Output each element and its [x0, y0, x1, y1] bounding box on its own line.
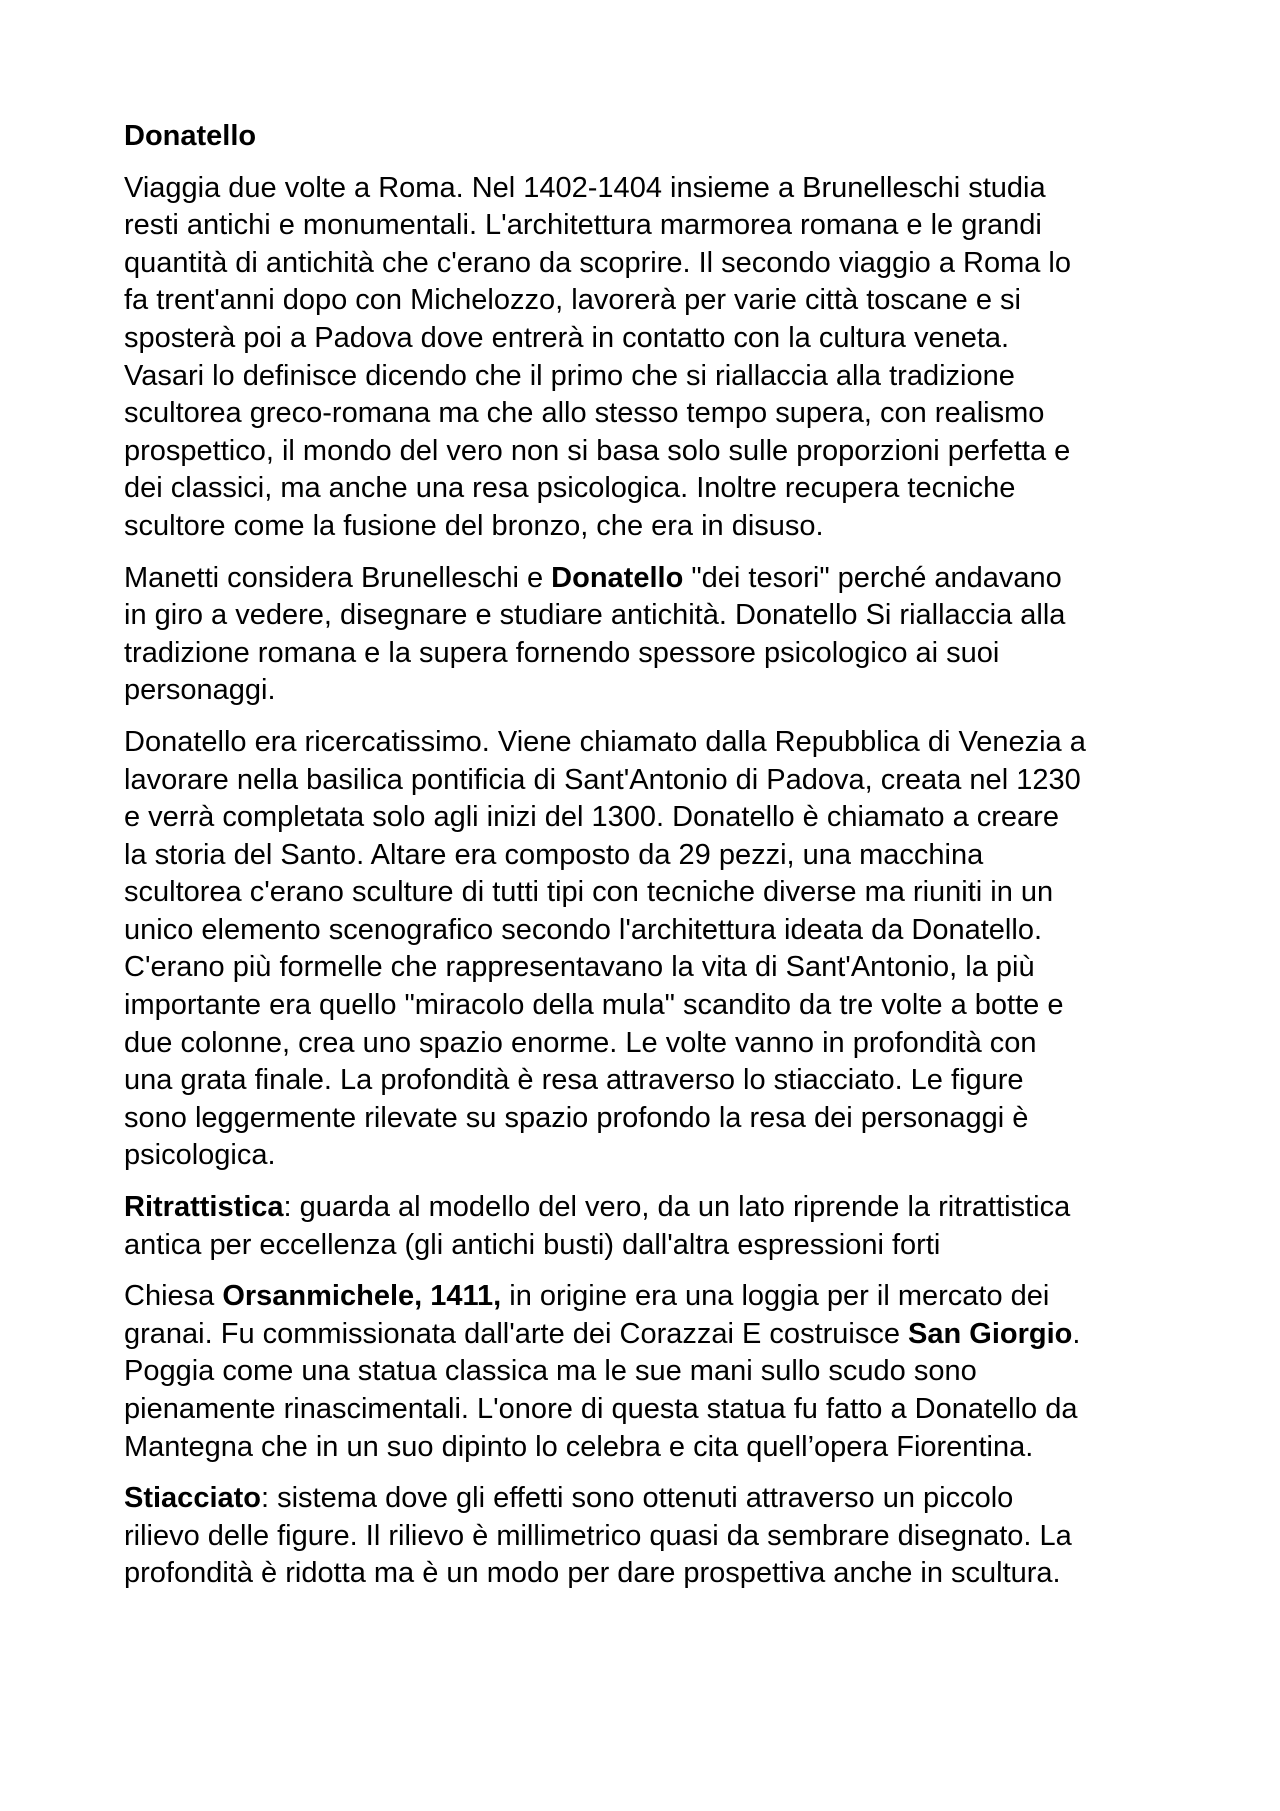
text-line — [124, 837, 1184, 875]
text-run: profondità è ridotta ma è un modo per dare prospettiva anche in scultura. — [124, 1557, 1061, 1590]
text-line — [124, 1278, 1184, 1316]
text-run: sposterà poi a Padova dove entrerà in contatto con la cultura veneta. — [124, 321, 1010, 354]
bold-text: Stiacciato — [124, 1482, 261, 1515]
text-run: Poggia come una statua classica ma le sue mani sullo scudo sono — [124, 1355, 977, 1388]
text-run: Vasari lo definisce dicendo che il primo che si riallaccia alla tradizione — [124, 359, 1015, 392]
text-run: . — [1072, 1317, 1081, 1350]
text-run: antica per eccellenza (gli antichi busti) dall'altra espressioni forti — [124, 1228, 941, 1261]
text-run: la storia del Santo. Altare era composto da 29 pezzi, una macchina — [124, 838, 984, 871]
text-run: una grata finale. La profondità è resa attraverso lo stiacciato. Le figure — [124, 1064, 1024, 1097]
text-run: e verrà completata solo agli inizi del 1300. Donatello è chiamato a creare — [124, 801, 1059, 834]
document-title: Donatello — [124, 120, 257, 152]
text-line — [124, 320, 1184, 358]
text-line — [124, 635, 1184, 673]
text-line — [124, 1429, 1184, 1467]
text-line — [124, 433, 1184, 471]
text-line — [124, 245, 1184, 283]
text-run: "dei tesori" perché andavano — [683, 561, 1062, 594]
text-run: importante era quello "miracolo della mula" scandito da tre volte a botte e — [124, 989, 1064, 1022]
text-run: unico elemento scenografico secondo l'architettura ideata da Donatello. — [124, 913, 1043, 946]
text-line — [124, 1189, 1184, 1227]
text-line — [124, 1555, 1184, 1593]
text-run: dei classici, ma anche una resa psicologica. Inoltre recupera tecniche — [124, 472, 1016, 505]
text-run: Manetti considera Brunelleschi e — [124, 561, 552, 594]
text-run: in origine era una loggia per il mercato dei — [501, 1280, 1050, 1313]
text-run: : guarda al modello del vero, da un lato riprende la ritrattistica — [283, 1191, 1071, 1224]
text-run: resti antichi e monumentali. L'architettura marmorea romana e le grandi — [124, 209, 1042, 242]
bold-text: San Giorgio — [908, 1317, 1073, 1350]
text-run: Donatello era ricercatissimo. Viene chiamato dalla Repubblica di Venezia a — [124, 725, 1086, 758]
text-line — [124, 1518, 1184, 1556]
text-line — [124, 1137, 1184, 1175]
text-line — [124, 1025, 1184, 1063]
text-run: prospettico, il mondo del vero non si basa solo sulle proporzioni perfetta e — [124, 434, 1071, 467]
text-line — [124, 1480, 1184, 1518]
document-page — [124, 118, 1184, 1607]
text-line — [124, 1316, 1184, 1354]
text-run: pienamente rinascimentali. L'onore di questa statua fu fatto a Donatello da — [124, 1393, 1078, 1425]
text-run: granai. Fu commissionata dall'arte dei Corazzai E costruisce — [124, 1317, 909, 1350]
text-line — [124, 207, 1184, 245]
text-line — [124, 508, 1184, 546]
text-run: scultore come la fusione del bronzo, che era in disuso. — [124, 509, 824, 542]
text-line — [124, 470, 1184, 508]
text-run: scultorea greco-romana ma che allo stesso tempo supera, con realismo — [124, 397, 1045, 430]
text-run: due colonne, crea uno spazio enorme. Le volte vanno in profondità con — [124, 1026, 1037, 1059]
text-line — [124, 912, 1184, 950]
text-line — [124, 358, 1184, 396]
text-run: fa trent'anni dopo con Michelozzo, lavorerà per varie città toscane e si — [124, 284, 1021, 317]
text-run: quantità di antichità che c'erano da scoprire. Il secondo viaggio a Roma lo — [124, 246, 1071, 279]
text-run: tradizione romana e la supera fornendo spessore psicologico ai suoi — [124, 636, 1000, 669]
paragraph — [124, 1189, 1184, 1264]
text-line — [124, 170, 1184, 208]
text-line — [124, 560, 1184, 598]
text-line — [124, 282, 1184, 320]
text-line — [124, 1353, 1184, 1391]
paragraph — [124, 170, 1184, 546]
text-run: Mantegna che in un suo dipinto lo celebra e cita quell’opera Fiorentina. — [124, 1430, 1034, 1463]
paragraph — [124, 1278, 1184, 1466]
document-body — [124, 170, 1184, 1593]
text-line — [124, 949, 1184, 987]
text-line — [124, 1062, 1184, 1100]
text-line — [124, 874, 1184, 912]
text-line — [124, 724, 1184, 762]
text-run: psicologica. — [124, 1139, 276, 1172]
text-run: in giro a vedere, disegnare e studiare antichità. Donatello Si riallaccia alla — [124, 599, 1066, 632]
text-run: : sistema dove gli effetti sono ottenuti attraverso un piccolo — [261, 1482, 1014, 1515]
text-run: Chiesa — [124, 1280, 223, 1313]
text-line — [124, 987, 1184, 1025]
text-run: lavorare nella basilica pontificia di Sant'Antonio di Padova, creata nel 1230 — [124, 763, 1081, 796]
text-run: sono leggermente rilevate su spazio profondo la resa dei personaggi è — [124, 1101, 1029, 1134]
paragraph — [124, 560, 1184, 710]
bold-text: Orsanmichele, 1411, — [222, 1280, 502, 1313]
bold-text: Donatello — [551, 561, 684, 594]
text-line — [124, 597, 1184, 635]
paragraph — [124, 1480, 1184, 1593]
text-run: C'erano più formelle che rappresentavano la vita di Sant'Antonio, la più — [124, 951, 1035, 984]
text-run: Viaggia due volte a Roma. Nel 1402-1404 insieme a Brunelleschi studia — [124, 171, 1046, 204]
text-line — [124, 1100, 1184, 1138]
text-line — [124, 672, 1184, 710]
text-run: scultorea c'erano sculture di tutti tipi con tecniche diverse ma riuniti in un — [124, 876, 1054, 909]
text-run: personaggi. — [124, 674, 276, 707]
text-line — [124, 1227, 1184, 1265]
bold-text: Ritrattistica — [124, 1191, 284, 1224]
text-line — [124, 762, 1184, 800]
text-line — [124, 799, 1184, 837]
paragraph — [124, 724, 1184, 1175]
text-line — [124, 395, 1184, 433]
text-line — [124, 1391, 1184, 1429]
text-run: rilievo delle figure. Il rilievo è millimetrico quasi da sembrare disegnato. La — [124, 1519, 1072, 1552]
